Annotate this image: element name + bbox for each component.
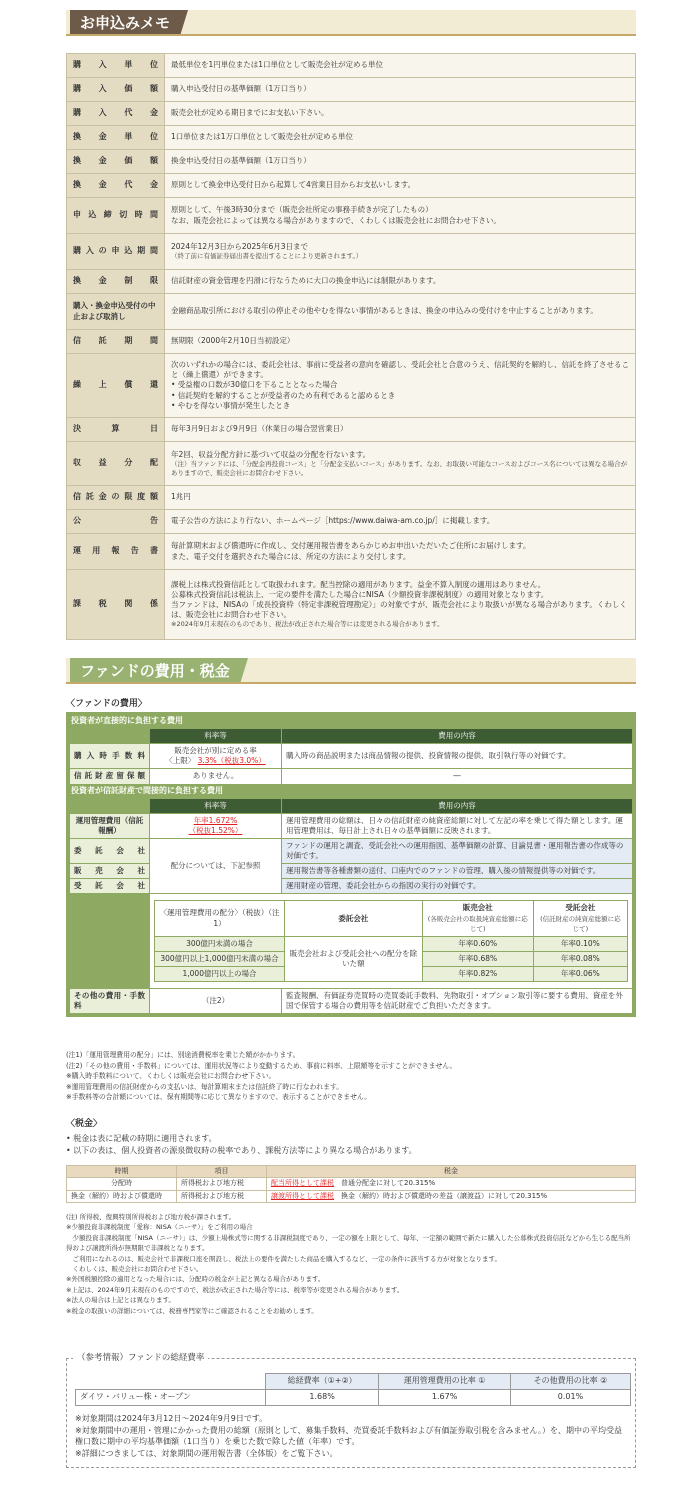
memo-key: 公告 (67, 510, 165, 534)
memo-value: 販売会社が定める期日までにお支払い下さい。 (165, 102, 636, 126)
tax-table: 時期 項目 税金 分配時 所得税および地方税 配当所得として課税 普通分配金に対して20.315% 換金（解約）時および償還時 所得税および地方税 譲渡所得として課税 換金（解約）時および償還時の差益（譲渡益）に対して20.315% (66, 1165, 636, 1203)
memo-value: 毎計算期末および償還時に作成し、交付運用報告書をあらかじめお申出いただいたご住所にお届けします。 また、電子交付を選択された場合には、所定の方法により交付します。 (165, 534, 636, 570)
memo-key: 換金単位 (67, 126, 165, 150)
alloc-row-label: 1,000億円以上の場合 (155, 967, 285, 982)
reserve-rate: ありません。 (150, 769, 282, 784)
memo-key: 換金代金 (67, 174, 165, 198)
memo-value: 購入申込受付日の基準価額（1万口当り） (165, 78, 636, 102)
alloc-h3: 販売会社 (462, 903, 493, 913)
alloc-mid: 販売会社および受託会社への配分を除いた額 (285, 936, 423, 981)
memo-value: 原則として、午後3時30分まで（販売会社所定の事務手続きが完了したもの） なお、販売会社によっては異なる場合がありますので、くわしくは販売会社にお問合わせ下さい。 (165, 198, 636, 234)
memo-value: 最低単位を1円単位または1口単位として販売会社が定める単位 (165, 54, 636, 78)
tax-bullets: • 税金は表に記載の時期に適用されます。 • 以下の表は、個人投資者の源泉徴収時の税率であり、課税方法等により異なる場合があります。 (66, 1134, 417, 1156)
memo-key: 運用報告書 (67, 534, 165, 570)
memo-row (67, 126, 636, 150)
allocation-table: 〈運用管理費用の配分〉（税抜）（注1） 委託会社 販売会社 (各販売会社の取扱純資産総額に応じて) 受託会社 (信託財産の純資産総額に応じて) 300億円未満の場合 販売会社および受託会社への配分を除いた額 年率0.60% 年率0.10% 300億円以上1,000億円未満の場合 年率0.68% 年率0.08% 1,000億円以上の場合 年率0.82% 年率0.06% (154, 900, 628, 982)
memo-value: 信託財産の資金管理を円滑に行なうために大口の換金申込には制限があります。 (165, 270, 636, 294)
mgmt-fee-label: 運用管理費用（信託報酬） (70, 813, 150, 838)
memo-row (67, 294, 636, 330)
memo-value: 次のいずれかの場合には、委託会社は、事前に受益者の意向を確認し、受託会社と合意のうえ、信託契約を解約し、信託を終了させること（繰上償還）ができます。 • 受益権の口数が30億口を下ることとなった場合 • 信託契約を解約することが受益者のため有利であると認めるとき • やむを得ない事情が発生したとき (165, 354, 636, 418)
mgmt-fee-rate: 年率1.672% （税抜1.52%） (150, 813, 282, 838)
memo-key: 課税関係 (67, 570, 165, 640)
alloc-row-label: 300億円未満の場合 (155, 936, 285, 951)
memo-row (67, 330, 636, 354)
other-fee-rate: （注2） (150, 989, 282, 1014)
memo-value: 原則として換金申込受付日から起算して4営業日目からお支払いします。 (165, 174, 636, 198)
memo-row (67, 486, 636, 510)
section-header-fee (66, 658, 636, 684)
memo-row (67, 442, 636, 486)
purchase-fee-rate: 販売会社が別に定める率 〈上限〉 3.3%（税抜3.0%） (150, 744, 282, 769)
divider (66, 682, 636, 684)
memo-key: 購入の申込期間 (67, 234, 165, 270)
memo-table (66, 53, 636, 640)
reserve-label: 信託財産留保額 (70, 769, 150, 784)
fee-table-wrapper (66, 712, 636, 1017)
hanbai-label: 販売会社 (70, 864, 150, 879)
memo-key: 申込締切時間 (67, 198, 165, 234)
reference-notes: ※対象期間は2024年3月12日～2024年9月9日です。 ※対象期間中の運用・管理にかかった費用の総額（原則として、募集手数料、売買委託手数料および有価証券取引税を含みません。）を、期中の平均受益権口数に期中の平均基準価額（1口当り）を乗じた数で除した値（年率）です。 ※詳細につきましては、対象期間の運用報告書（全体版）をご覧下さい。 (75, 1414, 623, 1458)
other-fee-content: 監査報酬、有価証券売買時の売買委託手数料、先物取引・オプション取引等に要する費用、資産を外国で保管する場合の費用等を信託財産でご負担いただきます。 (282, 989, 633, 1014)
memo-key: 購入代金 (67, 102, 165, 126)
memo-value: 1口単位または1万口単位として販売会社が定める単位 (165, 126, 636, 150)
divider (66, 34, 636, 36)
alloc-row-label: 300億円以上1,000億円未満の場合 (155, 951, 285, 966)
itaku-content: ファンドの運用と調査、受託会社への運用指図、基準価額の計算、目論見書・運用報告書の作成等の対価です。 (282, 838, 633, 863)
memo-row (67, 510, 636, 534)
memo-value: 2024年12月3日から2025年6月3日まで （終了前に有価証券届出書を提出することにより更新されます。） (165, 234, 636, 270)
direct-cost-bar: 投資者が直接的に負担する費用 (71, 716, 183, 725)
memo-key: 繰上償還 (67, 354, 165, 418)
memo-row (67, 78, 636, 102)
memo-key: 信託期間 (67, 330, 165, 354)
memo-row (67, 418, 636, 442)
jutaku-label: 受託会社 (70, 879, 150, 894)
alloc-h4: 受託会社 (565, 903, 596, 913)
memo-key: 購入単位 (67, 54, 165, 78)
itaku-label: 委託会社 (70, 838, 150, 863)
memo-row (67, 234, 636, 270)
memo-value: 換金申込受付日の基準価額（1万口当り） (165, 150, 636, 174)
section-header-memo (66, 10, 636, 36)
memo-key: 決算日 (67, 418, 165, 442)
section-title: ファンドの費用・税金 (70, 658, 240, 684)
memo-value: 課税上は株式投資信託として取扱われます。配当控除の適用があります。益金不算入制度の適用はありません。 公募株式投資信託は税法上、一定の要件を満たした場合にNISA（少額投資非課税制度）の適用対象となります。 当ファンドは、NISAの「成長投資枠（特定非課税管理勘定）」の対象ですが、販売会社により取扱いが異なる場合があります。くわしくは、販売会社にお問合わせ下さい。 ※2024年9月末現在のものであり、税法が改正された場合等には変更される場合があります。 (165, 570, 636, 640)
memo-value: 1兆円 (165, 486, 636, 510)
memo-row (67, 150, 636, 174)
tax-notes: (注) 所得税、復興特別所得税および地方税が課されます。 ※少額投資非課税制度「愛称：NISA（ニーサ）」をご利用の場合 少額投資非課税制度「NISA（ニーサ）」は、少額上場株式等に関する非課税制度であり、一定の額を上限として、毎年、一定額の範囲で新たに購入した公募株式投資信託などから生じる配当所得および譲渡所得が無期限で非課税となります。 ご利用になれるのは、販売会社で非課税口座を開設し、税法上の要件を満たした商品を購入するなど、一定の条件に該当する方が対象となります。 くわしくは、販売会社にお問合わせ下さい。 ※外国税額控除の適用となった場合には、分配時の税金が上記と異なる場合があります。 ※上記は、2024年9月末現在のものですので、税法が改正された場合等には、税率等が変更される場合があります。 ※法人の場合は上記とは異なります。 ※税金の取扱いの詳細については、税務専門家等にご確認されることをお勧めします。 (66, 1213, 631, 1315)
purchase-fee-content: 購入時の商品説明または商品情報の提供、投資情報の提供、取引執行等の対価です。 (282, 744, 633, 769)
memo-row (67, 54, 636, 78)
col-content: 費用の内容 (282, 729, 633, 744)
memo-value: 無期限（2000年2月10日当初設定） (165, 330, 636, 354)
reserve-content: ― (282, 769, 633, 784)
indirect-cost-table: 料率等 費用の内容 運用管理費用（信託報酬） 年率1.672% （税抜1.52%） 運用管理費用の総額は、日々の信託財産の純資産総額に対して左記の率を乗じて得た額とします。運用管理費用は、毎日計上され日々の基準価額に反映されます。 委託会社 配分については、下記参照 ファンドの運用と調査、受託会社への運用指図、基準価額の計算、目論見書・運用報告書の作成等の対価です。 販売会社 運用報告書等各種書類の送付、口座内でのファンドの管理、購入後の情報提供等の対価です。 受託会社 運用財産の管理、委託会社からの指図の実行の対価です。 〈運用管理費用の配分〉（税抜）（注1） 委託会社 販売会社 (各販売会社の取扱純資産総額に応じて) 受託会社 (信託財産の純資産総額に応じて) 300億円未満の場合 販売会社および受託会社への配分を除いた額 年率0.60% 年率0.10% 300億円以上1,000億円未満の場合 年率0.68% 年率0.08% 1,000億円以上の場合 年率0.82% 年率0.06% その他の費用・手数料 （注2） 監査報酬、有価証券売買時の売買委託手数料、先物取引・オプション取引等に要する費用、資産を外国で保管する場合の費用等を信託財産でご負担いただきます。 (69, 798, 633, 1015)
memo-key: 換金価額 (67, 150, 165, 174)
fund-name: ダイワ・バリュー株・オープン (76, 1389, 266, 1405)
alloc-h2: 委託会社 (285, 901, 423, 936)
memo-value: 金融商品取引所における取引の停止その他やむを得ない事情があるときは、換金の申込みの受付けを中止することがあります。 (165, 294, 636, 330)
memo-value: 毎年3月9日および9月9日（休業日の場合翌営業日） (165, 418, 636, 442)
fee-notes: (注1)「運用管理費用の配分」には、別途消費税率を乗じた額がかかります。 (注2)「その他の費用・手数料」については、運用状況等により変動するため、事前に料率、上限額等を示すことができません。 ※購入時手数料について、くわしくは販売会社にお問合わせ下さい。 ※運用管理費用の信託財産からの支払いは、毎計算期末または信託終了時に行なわれます。 ※手数料等の合計額については、保有期間等に応じて異なりますので、表示することができません。 (66, 1051, 457, 1102)
other-fee-label: その他の費用・手数料 (70, 989, 150, 1014)
memo-row (67, 270, 636, 294)
reference-box (66, 1353, 636, 1468)
jutaku-content: 運用財産の管理、委託会社からの指図の実行の対価です。 (282, 879, 633, 894)
mgmt-fee-content: 運用管理費用の総額は、日々の信託財産の純資産総額に対して左記の率を乗じて得た額とします。運用管理費用は、毎日計上され日々の基準価額に反映されます。 (282, 813, 633, 838)
hanbai-content: 運用報告書等各種書類の送付、口座内でのファンドの管理、購入後の情報提供等の対価です。 (282, 864, 633, 879)
memo-key: 購入・換金申込受付の中止および取消し (67, 294, 165, 330)
purchase-fee-label: 購入時手数料 (70, 744, 150, 769)
fee-heading: 〈ファンドの費用〉 (66, 699, 147, 709)
memo-key: 収益分配 (67, 442, 165, 486)
split-rate: 配分については、下記参照 (150, 838, 282, 894)
memo-value: 年2回、収益分配方針に基づいて収益の分配を行ないます。 （注）当ファンドには、「分配金再投資コース」と「分配金支払いコース」があります。なお、お取扱い可能なコースおよびコース名については異なる場合がありますので、販売会社にお問合わせ下さい。 (165, 442, 636, 486)
memo-row (67, 102, 636, 126)
indirect-cost-bar: 投資者が信託財産で間接的に負担する費用 (71, 785, 223, 795)
memo-key: 信託金の限度額 (67, 486, 165, 510)
memo-row (67, 174, 636, 198)
memo-key: 換金制限 (67, 270, 165, 294)
memo-row (67, 534, 636, 570)
direct-cost-table (69, 728, 633, 785)
memo-value: 電子公告の方法により行ない、ホームページ［https://www.daiwa-am.co.jp/］に掲載します。 (165, 510, 636, 534)
col-rate: 料率等 (150, 729, 282, 744)
memo-row (67, 570, 636, 640)
memo-row (67, 354, 636, 418)
alloc-h1: 〈運用管理費用の配分〉（税抜）（注1） (155, 901, 285, 936)
tax-heading: 〈税金〉 (66, 1119, 103, 1129)
memo-row (67, 198, 636, 234)
reference-table: 総経費率（①+②） 運用管理費用の比率 ① その他費用の比率 ② ダイワ・バリュー株・オープン 1.68% 1.67% 0.01% (75, 1373, 631, 1406)
section-title: お申込みメモ (70, 10, 180, 36)
memo-key: 購入価額 (67, 78, 165, 102)
reference-title: （参考情報）ファンドの総経費率 (73, 1353, 208, 1364)
